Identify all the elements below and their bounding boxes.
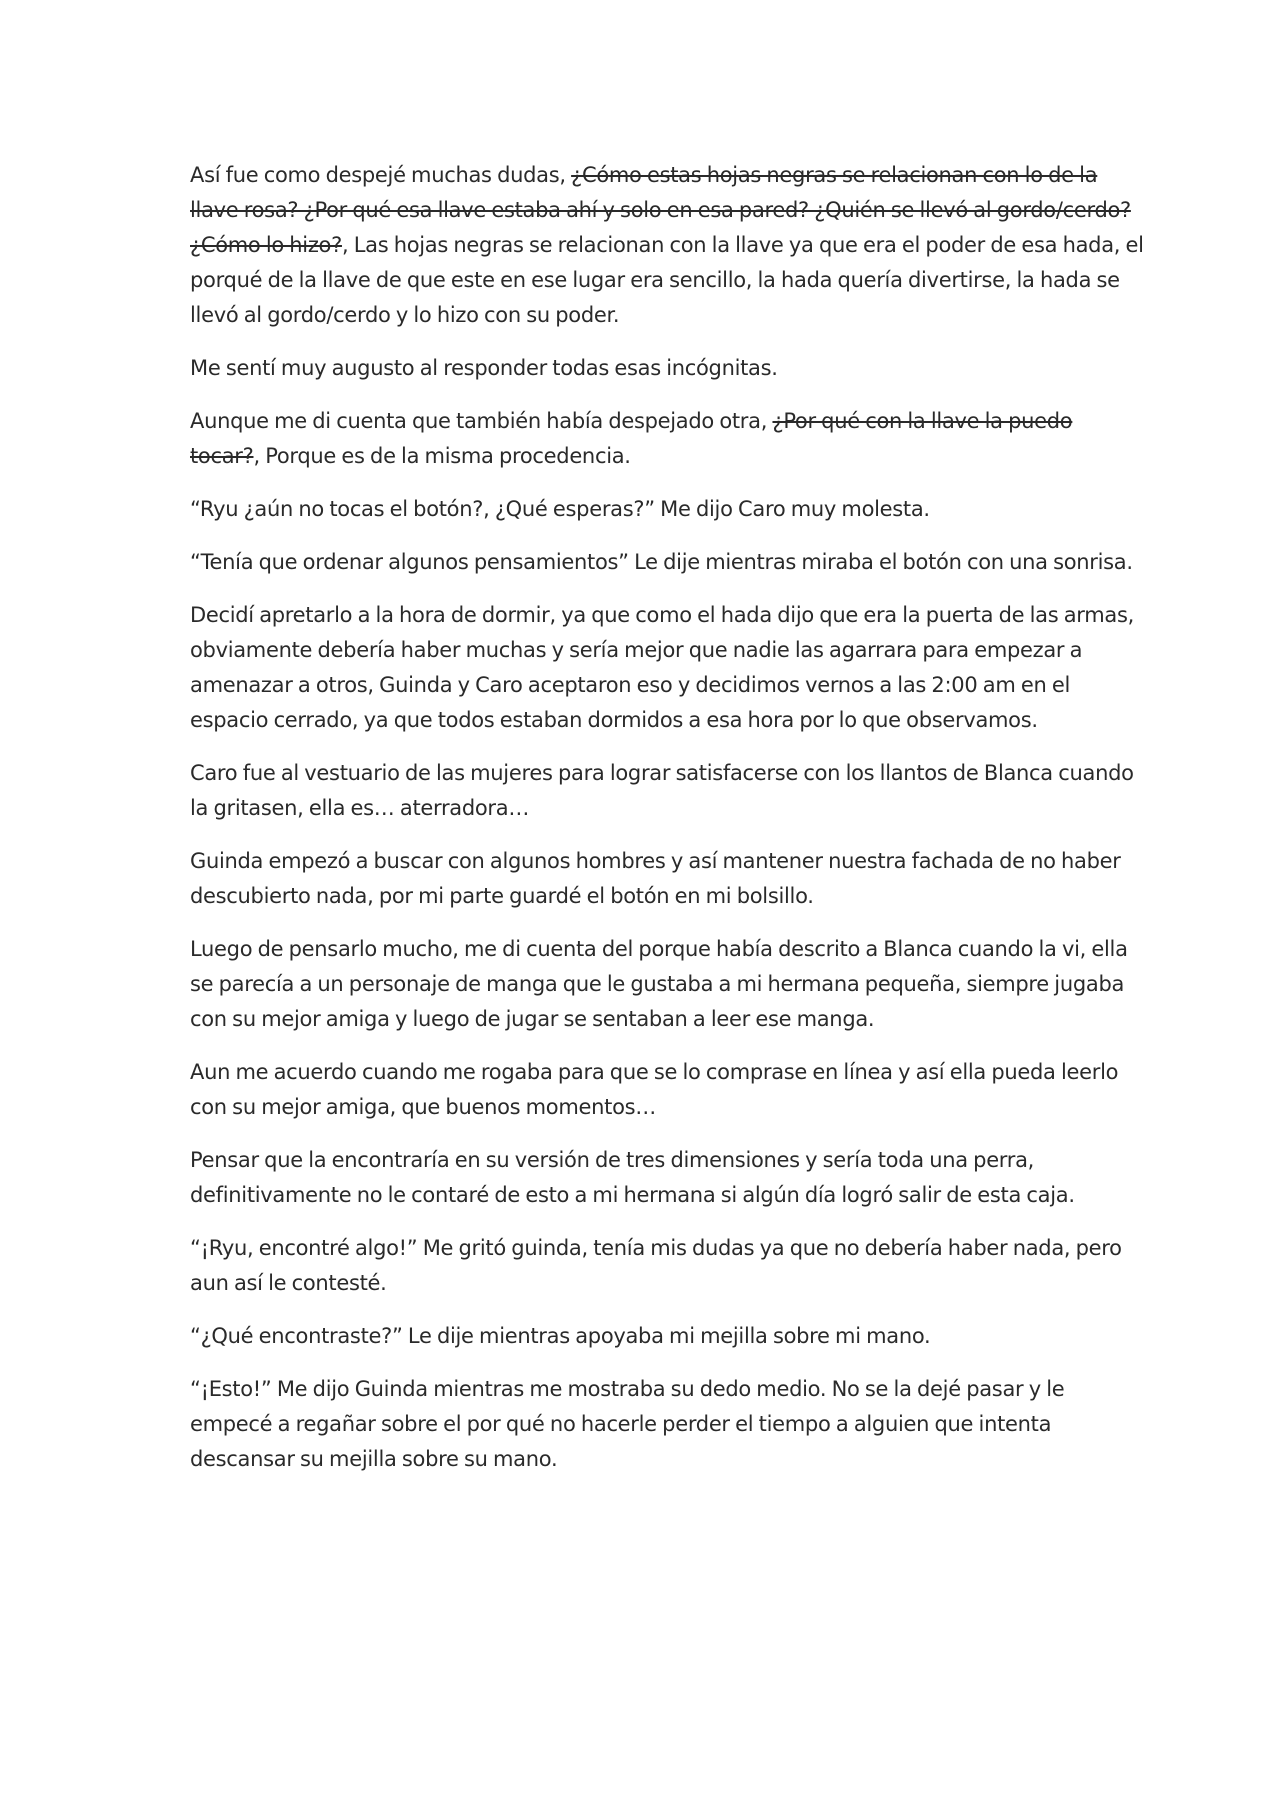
- paragraph-text: “Tenía que ordenar algunos pensamientos” Le dije mientras miraba el botón con una sonrisa.: [190, 550, 1133, 574]
- paragraph-text: “¡Esto!” Me dijo Guinda mientras me mostraba su dedo medio. No se la dejé pasar y le empecé a regañar sobre el por qué no hacerle perder el tiempo a alguien que intenta descansar su mejilla sobre su mano.: [190, 1377, 1065, 1471]
- paragraph-text: Me sentí muy augusto al responder todas esas incógnitas.: [190, 356, 778, 380]
- paragraph-5: [190, 545, 1145, 580]
- paragraph-text: , Porque es de la misma procedencia.: [253, 444, 631, 468]
- struck-text: ¿Por qué con la llave la puedo tocar?: [190, 409, 1073, 468]
- paragraph-6: [190, 598, 1145, 738]
- paragraph-9: [190, 932, 1145, 1037]
- paragraph-11: [190, 1143, 1145, 1213]
- paragraph-text: Aunque me di cuenta que también había despejado otra,: [190, 409, 773, 433]
- paragraph-text: Caro fue al vestuario de las mujeres para lograr satisfacerse con los llantos de Blanca cuando la gritasen, ella es… aterradora…: [190, 761, 1134, 820]
- paragraph-text: , Las hojas negras se relacionan con la llave ya que era el poder de esa hada, el porqué de la llave de que este en ese lugar era sencillo, la hada quería divertirse, la hada se llevó al gordo/cerdo y lo hizo con su poder.: [190, 233, 1144, 327]
- paragraph-2: [190, 351, 1145, 386]
- paragraph-text: Luego de pensarlo mucho, me di cuenta del porque había descrito a Blanca cuando la vi, ella se parecía a un personaje de manga que le gustaba a mi hermana pequeña, siempre jugaba con su mejor amiga y luego de jugar se sentaban a leer ese manga.: [190, 937, 1128, 1031]
- paragraph-13: [190, 1319, 1145, 1354]
- paragraph-14: [190, 1372, 1145, 1477]
- paragraph-text: “¿Qué encontraste?” Le dije mientras apoyaba mi mejilla sobre mi mano.: [190, 1324, 931, 1348]
- paragraph-text: Decidí apretarlo a la hora de dormir, ya que como el hada dijo que era la puerta de las armas, obviamente debería haber muchas y sería mejor que nadie las agarrara para empezar a amenazar a otros, Guinda y Caro aceptaron eso y decidimos vernos a las 2:00 am en el espacio cerrado, ya que todos estaban dormidos a esa hora por lo que observamos.: [190, 603, 1134, 732]
- paragraph-text: Aun me acuerdo cuando me rogaba para que se lo comprase en línea y así ella pueda leerlo con su mejor amiga, que buenos momentos…: [190, 1060, 1119, 1119]
- paragraph-1: [190, 158, 1145, 333]
- paragraph-7: [190, 756, 1145, 826]
- paragraph-12: [190, 1231, 1145, 1301]
- paragraph-text: Así fue como despejé muchas dudas,: [190, 163, 572, 187]
- struck-text: ¿Cómo estas hojas negras se relacionan con lo de la llave rosa? ¿Por qué esa llave estaba ahí y solo en esa pared? ¿Quién se llevó al gordo/cerdo? ¿Cómo lo hizo?: [190, 163, 1131, 257]
- paragraph-3: [190, 404, 1145, 474]
- paragraph-text: Guinda empezó a buscar con algunos hombres y así mantener nuestra fachada de no haber descubierto nada, por mi parte guardé el botón en mi bolsillo.: [190, 849, 1121, 908]
- paragraph-10: [190, 1055, 1145, 1125]
- paragraph-4: [190, 492, 1145, 527]
- paragraph-text: “¡Ryu, encontré algo!” Me gritó guinda, tenía mis dudas ya que no debería haber nada, pero aun así le contesté.: [190, 1236, 1122, 1295]
- paragraph-text: Pensar que la encontraría en su versión de tres dimensiones y sería toda una perra, definitivamente no le contaré de esto a mi hermana si algún día logró salir de esta caja.: [190, 1148, 1075, 1207]
- paragraph-text: “Ryu ¿aún no tocas el botón?, ¿Qué esperas?” Me dijo Caro muy molesta.: [190, 497, 930, 521]
- paragraph-8: [190, 844, 1145, 914]
- document-body: [190, 158, 1145, 1495]
